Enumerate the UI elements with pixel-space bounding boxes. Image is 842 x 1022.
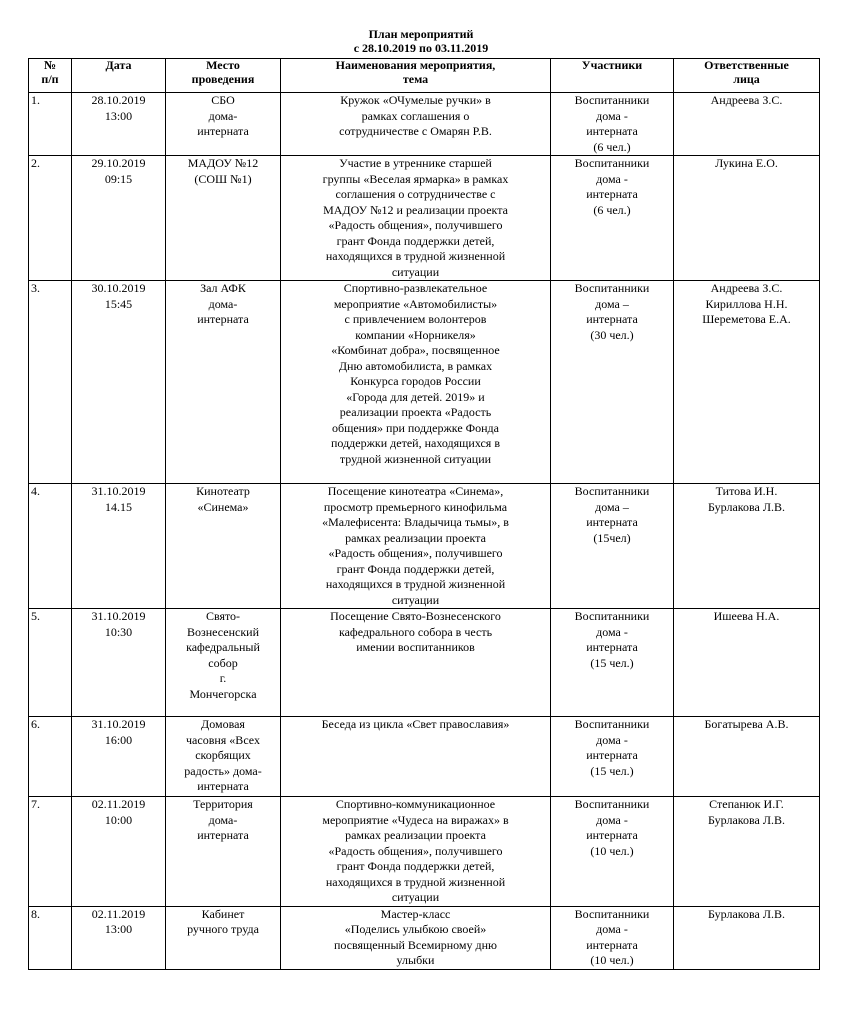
cell-event: Спортивно-коммуникационное мероприятие «Чудеса на виражах» в рамках реализации проекта «Радость общения», получившего грант Фонда поддержки детей, находящихся в трудной жизненной ситуации — [281, 797, 551, 907]
table-row — [29, 156, 820, 281]
cell-number: 1. — [29, 93, 72, 156]
cell-number: 2. — [29, 156, 72, 281]
cell-event: Посещение Свято-Вознесенского кафедрального собора в честь имении воспитанников — [281, 609, 551, 717]
cell-participants: Воспитанники дома - интерната (15 чел.) — [551, 717, 674, 797]
cell-responsible: Бурлакова Л.В. — [674, 906, 820, 969]
cell-event: Беседа из цикла «Свет православия» — [281, 717, 551, 797]
cell-number: 4. — [29, 484, 72, 609]
cell-responsible: Степанюк И.Г. Бурлакова Л.В. — [674, 797, 820, 907]
cell-event: Посещение кинотеатра «Синема», просмотр премьерного кинофильма «Малефисента: Владычица тьмы», в рамках реализации проекта «Радость общения», получившего грант Фонда поддержки детей, находящихся в трудной жизненной ситуации — [281, 484, 551, 609]
cell-event: Кружок «ОЧумелые ручки» в рамках соглашения о сотрудничестве с Омарян Р.В. — [281, 93, 551, 156]
cell-responsible: Ишеева Н.А. — [674, 609, 820, 717]
cell-number: 3. — [29, 281, 72, 484]
header-date: Дата — [72, 59, 166, 93]
cell-place: Кабинет ручного труда — [166, 906, 281, 969]
cell-responsible: Титова И.Н. Бурлакова Л.В. — [674, 484, 820, 609]
cell-date: 28.10.2019 13:00 — [72, 93, 166, 156]
cell-place: МАДОУ №12 (СОШ №1) — [166, 156, 281, 281]
cell-date: 30.10.2019 15:45 — [72, 281, 166, 484]
cell-number: 6. — [29, 717, 72, 797]
table-row — [29, 717, 820, 797]
cell-participants: Воспитанники дома - интерната (6 чел.) — [551, 156, 674, 281]
header-place: Место проведения — [166, 59, 281, 93]
cell-participants: Воспитанники дома - интерната (10 чел.) — [551, 906, 674, 969]
events-table — [28, 58, 820, 970]
cell-place: Территория дома- интерната — [166, 797, 281, 907]
cell-event: Участие в утреннике старшей группы «Веселая ярмарка» в рамках соглашения о сотрудничестве с МАДОУ №12 и реализации проекта «Радость общения», получившего грант Фонда поддержки детей, находящихся в трудной жизненной ситуации — [281, 156, 551, 281]
table-header-row — [29, 59, 820, 93]
plan-period: с 28.10.2019 по 03.11.2019 — [353, 41, 489, 55]
table-row — [29, 906, 820, 969]
cell-place: СБО дома- интерната — [166, 93, 281, 156]
cell-number: 7. — [29, 797, 72, 907]
cell-place: Свято- Вознесенский кафедральный собор г. Мончегорска — [166, 609, 281, 717]
plan-title: План мероприятий — [368, 27, 474, 41]
cell-date: 31.10.2019 14.15 — [72, 484, 166, 609]
table-row — [29, 609, 820, 717]
cell-event: Спортивно-развлекательное мероприятие «Автомобилисты» с привлечением волонтеров компании «Норникеля» «Комбинат добра», посвященное Дню автомобилиста, в рамках Конкурса городов России «Города для детей. 2019» и реализации проекта «Радость общения» при поддержке Фонда поддержки детей, находящихся в трудной жизненной ситуации — [281, 281, 551, 484]
table-row — [29, 93, 820, 156]
cell-responsible: Богатырева А.В. — [674, 717, 820, 797]
table-row — [29, 797, 820, 907]
cell-date: 02.11.2019 10:00 — [72, 797, 166, 907]
cell-place: Зал АФК дома- интерната — [166, 281, 281, 484]
cell-responsible: Лукина Е.О. — [674, 156, 820, 281]
cell-place: Кинотеатр «Синема» — [166, 484, 281, 609]
table-row — [29, 281, 820, 484]
header-responsible: Ответственные лица — [674, 59, 820, 93]
cell-date: 02.11.2019 13:00 — [72, 906, 166, 969]
cell-responsible: Андреева З.С. — [674, 93, 820, 156]
cell-participants: Воспитанники дома – интерната (15чел) — [551, 484, 674, 609]
cell-participants: Воспитанники дома - интерната (15 чел.) — [551, 609, 674, 717]
header-participants: Участники — [551, 59, 674, 93]
cell-number: 8. — [29, 906, 72, 969]
cell-place: Домовая часовня «Всех скорбящих радость» дома- интерната — [166, 717, 281, 797]
cell-number: 5. — [29, 609, 72, 717]
cell-participants: Воспитанники дома – интерната (30 чел.) — [551, 281, 674, 484]
cell-date: 31.10.2019 16:00 — [72, 717, 166, 797]
cell-responsible: Андреева З.С. Кириллова Н.Н. Шереметова Е.А. — [674, 281, 820, 484]
header-number: № п/п — [29, 59, 72, 93]
cell-event: Мастер-класс «Поделись улыбкою своей» посвященный Всемирному дню улыбки — [281, 906, 551, 969]
cell-participants: Воспитанники дома - интерната (6 чел.) — [551, 93, 674, 156]
cell-date: 29.10.2019 09:15 — [72, 156, 166, 281]
table-row — [29, 484, 820, 609]
header-event: Наименования мероприятия, тема — [281, 59, 551, 93]
cell-participants: Воспитанники дома - интерната (10 чел.) — [551, 797, 674, 907]
cell-date: 31.10.2019 10:30 — [72, 609, 166, 717]
